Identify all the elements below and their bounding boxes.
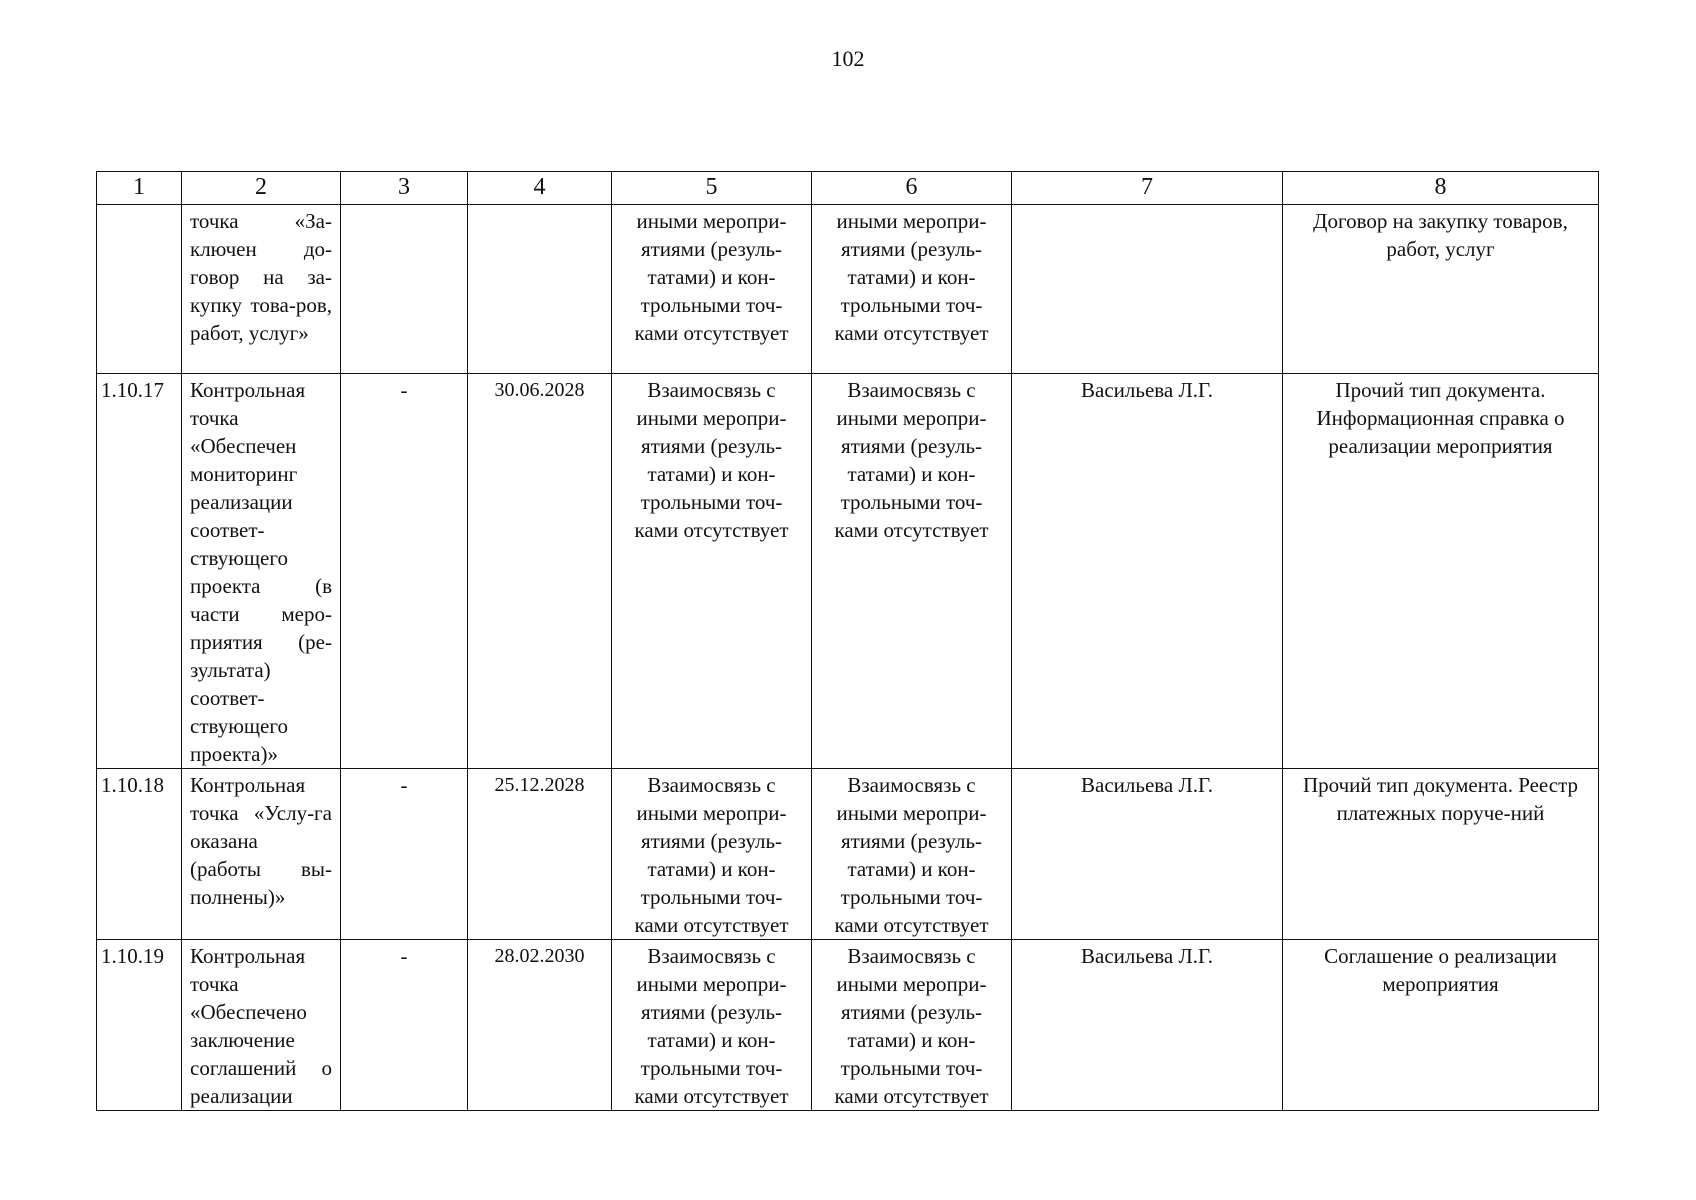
column-header: 7: [1012, 172, 1283, 205]
relationship-cell: иными меропри-ятиями (резуль-татами) и кон-трольными точ-ками отсутствует: [812, 205, 1012, 374]
document-cell: Соглашение о реализации мероприятия: [1283, 940, 1599, 1111]
relationship-cell: Взаимосвязь с иными меропри-ятиями (резуль-татами) и кон-трольными точ-ками отсутствует: [812, 374, 1012, 769]
document-cell: Прочий тип документа. Информационная справка о реализации мероприятия: [1283, 374, 1599, 769]
date-cell: [468, 205, 612, 374]
table-row: [97, 205, 1599, 374]
relationship-cell: иными меропри-ятиями (резуль-татами) и кон-трольными точ-ками отсутствует: [612, 205, 812, 374]
activities-table: [96, 171, 1599, 1111]
column-header: 4: [468, 172, 612, 205]
column-header: 2: [182, 172, 341, 205]
document-cell: Прочий тип документа. Реестр платежных поруче-ний: [1283, 769, 1599, 940]
activity-name-cell: Контрольная точка «Услу-га оказана (работы вы-полнены)»: [182, 769, 341, 940]
responsible-cell: Васильева Л.Г.: [1012, 769, 1283, 940]
column-header: 5: [612, 172, 812, 205]
column-3-cell: -: [341, 769, 468, 940]
row-number-cell: 1.10.17: [97, 374, 182, 769]
row-number-cell: 1.10.18: [97, 769, 182, 940]
date-cell: 28.02.2030: [468, 940, 612, 1111]
date-cell: 25.12.2028: [468, 769, 612, 940]
relationship-cell: Взаимосвязь с иными меропри-ятиями (резуль-татами) и кон-трольными точ-ками отсутствует: [612, 769, 812, 940]
activity-name-cell: Контрольная точка «Обеспечено заключение соглашений о реализации: [182, 940, 341, 1111]
relationship-cell: Взаимосвязь с иными меропри-ятиями (резуль-татами) и кон-трольными точ-ками отсутствует: [812, 940, 1012, 1111]
column-3-cell: -: [341, 940, 468, 1111]
document-cell: Договор на закупку товаров, работ, услуг: [1283, 205, 1599, 374]
column-header: 1: [97, 172, 182, 205]
table-row: [97, 940, 1599, 1111]
column-header: 3: [341, 172, 468, 205]
responsible-cell: Васильева Л.Г.: [1012, 374, 1283, 769]
column-3-cell: -: [341, 374, 468, 769]
responsible-cell: [1012, 205, 1283, 374]
page-number: 102: [831, 46, 865, 71]
responsible-cell: Васильева Л.Г.: [1012, 940, 1283, 1111]
row-number-cell: 1.10.19: [97, 940, 182, 1111]
column-header: 6: [812, 172, 1012, 205]
table-row: [97, 769, 1599, 940]
row-number-cell: [97, 205, 182, 374]
relationship-cell: Взаимосвязь с иными меропри-ятиями (резуль-татами) и кон-трольными точ-ками отсутствует: [812, 769, 1012, 940]
column-3-cell: [341, 205, 468, 374]
table-header-row: [97, 172, 1599, 205]
relationship-cell: Взаимосвязь с иными меропри-ятиями (резуль-татами) и кон-трольными точ-ками отсутствует: [612, 940, 812, 1111]
relationship-cell: Взаимосвязь с иными меропри-ятиями (резуль-татами) и кон-трольными точ-ками отсутствует: [612, 374, 812, 769]
column-header: 8: [1283, 172, 1599, 205]
table-row: [97, 374, 1599, 769]
activity-name-cell: точка «За-ключен до-говор на за-купку това-ров, работ, услуг»: [182, 205, 341, 374]
activity-name-cell: Контрольная точка «Обеспечен мониторинг реализации соответ-ствующего проекта (в части меро-приятия (ре-зультата) соответ-ствующего проекта)»: [182, 374, 341, 769]
date-cell: 30.06.2028: [468, 374, 612, 769]
